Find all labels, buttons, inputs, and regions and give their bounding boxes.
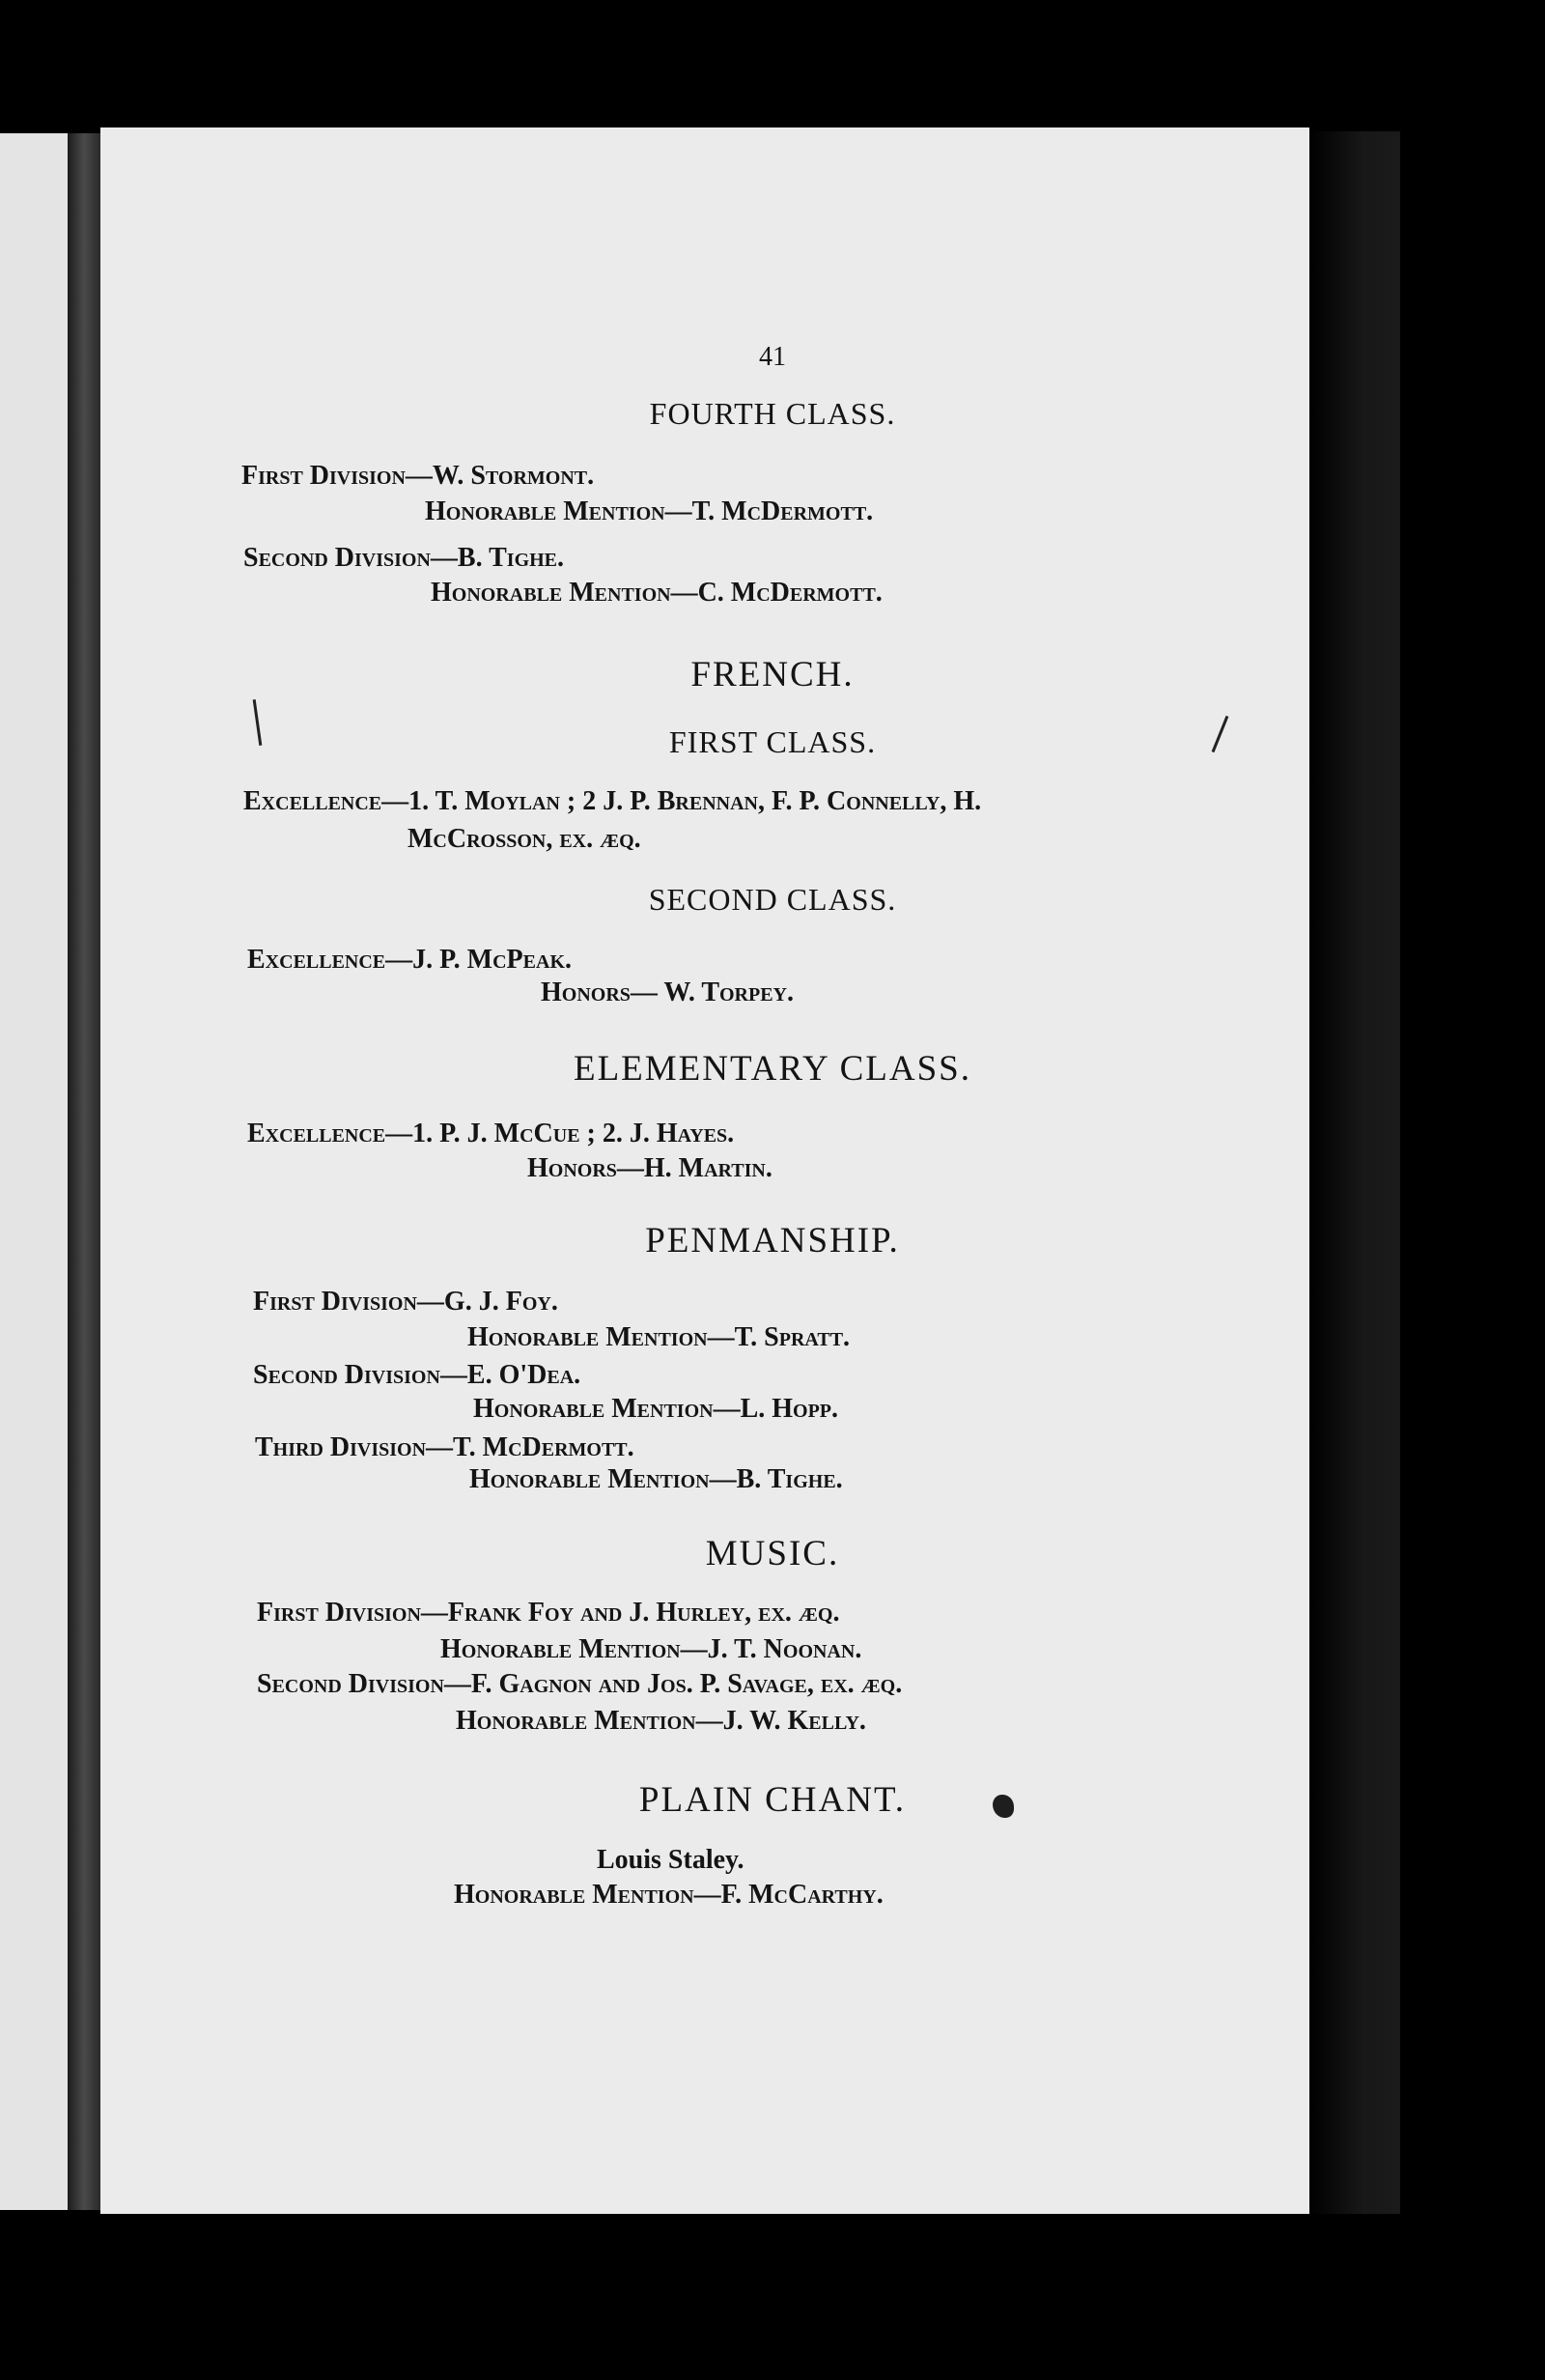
music-second-division: Second Division—F. Gagnon and Jos. P. Savage, ex. æq.: [257, 1669, 903, 1699]
section-heading-plain-chant: PLAIN CHANT.: [638, 1780, 907, 1820]
page-number: 41: [759, 342, 786, 372]
penmanship-second-division-mention: Honorable Mention—L. Hopp.: [473, 1394, 839, 1424]
fourth-class-first-division-mention: Honorable Mention—T. McDermott.: [425, 496, 874, 526]
french-second-class-excellence: Excellence—J. P. McPeak.: [247, 945, 572, 975]
penmanship-third-division-mention: Honorable Mention—B. Tighe.: [469, 1464, 843, 1494]
section-heading-music: MUSIC.: [705, 1534, 840, 1573]
music-first-division: First Division—Frank Foy and J. Hurley, ex. æq.: [257, 1598, 840, 1628]
section-heading-penmanship: PENMANSHIP.: [645, 1221, 900, 1261]
french-first-class-excellence-line1: Excellence—1. T. Moylan ; 2 J. P. Brennan, F. P. Connelly, H.: [243, 786, 982, 816]
french-first-class-excellence-line2: McCrosson, ex. æq.: [407, 824, 641, 854]
penmanship-first-division: First Division—G. J. Foy.: [253, 1287, 558, 1317]
elementary-class-honors: Honors—H. Martin.: [527, 1153, 772, 1183]
book-gutter: [68, 133, 100, 2210]
plain-chant-winner: Louis Staley.: [597, 1845, 744, 1875]
music-first-division-mention: Honorable Mention—J. T. Noonan.: [440, 1634, 862, 1664]
penmanship-third-division: Third Division—T. McDermott.: [255, 1432, 634, 1462]
section-heading-elementary-class: ELEMENTARY CLASS.: [573, 1049, 972, 1089]
fourth-class-second-division-mention: Honorable Mention—C. McDermott.: [431, 578, 883, 608]
fourth-class-first-division: First Division—W. Stormont.: [241, 461, 595, 491]
french-second-class-honors: Honors— W. Torpey.: [541, 978, 794, 1007]
plain-chant-mention: Honorable Mention—F. McCarthy.: [454, 1880, 884, 1910]
penmanship-second-division: Second Division—E. O'Dea.: [253, 1360, 581, 1390]
elementary-class-excellence: Excellence—1. P. J. McCue ; 2. J. Hayes.: [247, 1119, 735, 1148]
french-second-class-heading: SECOND CLASS.: [648, 882, 897, 917]
page-right-shadow: [1309, 131, 1400, 2214]
penmanship-first-division-mention: Honorable Mention—T. Spratt.: [467, 1322, 851, 1352]
left-page-edge: [0, 133, 68, 2210]
ink-blot: [993, 1795, 1014, 1818]
section-heading-french: FRENCH.: [690, 655, 855, 694]
section-heading-fourth-class: FOURTH CLASS.: [649, 396, 896, 431]
french-first-class-heading: FIRST CLASS.: [668, 724, 877, 759]
fourth-class-second-division: Second Division—B. Tighe.: [243, 543, 565, 573]
music-second-division-mention: Honorable Mention—J. W. Kelly.: [456, 1706, 866, 1736]
